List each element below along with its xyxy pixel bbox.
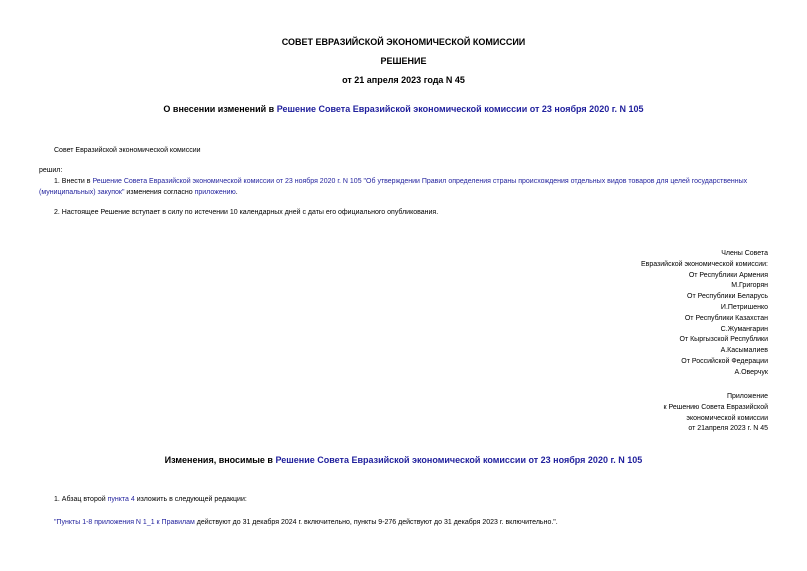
decided-label: решил:: [39, 167, 63, 174]
council-intro: Совет Евразийской экономической комиссии: [54, 147, 201, 154]
doc-type-heading: РЕШЕНИЕ: [380, 56, 427, 66]
signature-line: И.Петришенко: [720, 303, 768, 311]
signature-line: М.Григорян: [731, 282, 768, 290]
doc-title-prefix: О внесении изменений в: [163, 104, 277, 114]
signature-line: Евразийской экономической комиссии:: [640, 260, 768, 268]
appendix-line: к Решению Совета Евразийской: [663, 403, 768, 411]
p1-suffix: .: [235, 189, 238, 196]
signatures-block: [641, 249, 768, 379]
item1-suffix: изложить в следующей редакции:: [134, 496, 247, 503]
change-quote: [54, 517, 558, 528]
changes-title: [0, 455, 807, 465]
appendix-line: от 21апреля 2023 г. N 45: [688, 425, 768, 433]
signature-line: От Республики Казахстан: [684, 314, 768, 322]
change-item-1: [54, 494, 247, 505]
signature-line: А.Оверчук: [734, 368, 768, 376]
doc-title-link[interactable]: Решение Совета Евразийской экономической комиссии от 23 ноября 2020 г. N 105: [276, 104, 644, 114]
appendix-line: экономической комиссии: [686, 414, 768, 422]
item1-prefix: 1. Абзац второй: [54, 496, 108, 503]
p1-appendix-link[interactable]: приложению: [194, 189, 236, 196]
signature-line: Члены Совета: [721, 250, 768, 257]
signature-line: От Республики Армения: [688, 271, 768, 279]
date-number-heading: от 21 апреля 2023 года N 45: [342, 75, 465, 85]
quote-rules-link[interactable]: "Пункты 1-8 приложения N 1_1 к Правилам: [54, 519, 195, 526]
appendix-line: Приложение: [726, 393, 768, 400]
changes-title-prefix: Изменения, вносимые в: [164, 455, 276, 465]
appendix-block: [663, 392, 768, 435]
changes-title-link[interactable]: Решение Совета Евразийской экономической комиссии от 23 ноября 2020 г. N 105: [275, 455, 643, 465]
signature-line: От Республики Беларусь: [687, 293, 768, 301]
paragraph-2: 2. Настоящее Решение вступает в силу по истечении 10 календарных дней с даты его официального опубликования.: [54, 209, 439, 216]
item1-point-link[interactable]: пункта 4: [107, 496, 135, 503]
p1-decision-link[interactable]: Решение Совета Евразийской экономической комиссии от 23 ноября 2020 г. N 105: [92, 178, 362, 185]
doc-title: [0, 104, 807, 114]
p1-rules-link[interactable]: "Об утверждении Правил определения страны происхождения отдельных видов товаров для целей государственных (муниципальных) закупок": [39, 178, 748, 196]
quote-rest: действуют до 31 декабря 2024 г. включительно, пункты 9-276 действуют до 31 декабря 2023 г. включительно.".: [194, 519, 558, 526]
p1-prefix: 1. Внести в: [54, 178, 93, 185]
p1-middle: изменения согласно: [124, 189, 195, 196]
signature-line: От Российской Федерации: [681, 357, 768, 365]
signature-line: От Кыргызской Республики: [679, 336, 768, 344]
signature-line: А.Касымалиев: [720, 347, 768, 355]
signature-line: С.Жумангарин: [720, 325, 768, 333]
paragraph-1: [39, 176, 774, 198]
org-heading: СОВЕТ ЕВРАЗИЙСКОЙ ЭКОНОМИЧЕСКОЙ КОМИССИИ: [281, 37, 526, 47]
